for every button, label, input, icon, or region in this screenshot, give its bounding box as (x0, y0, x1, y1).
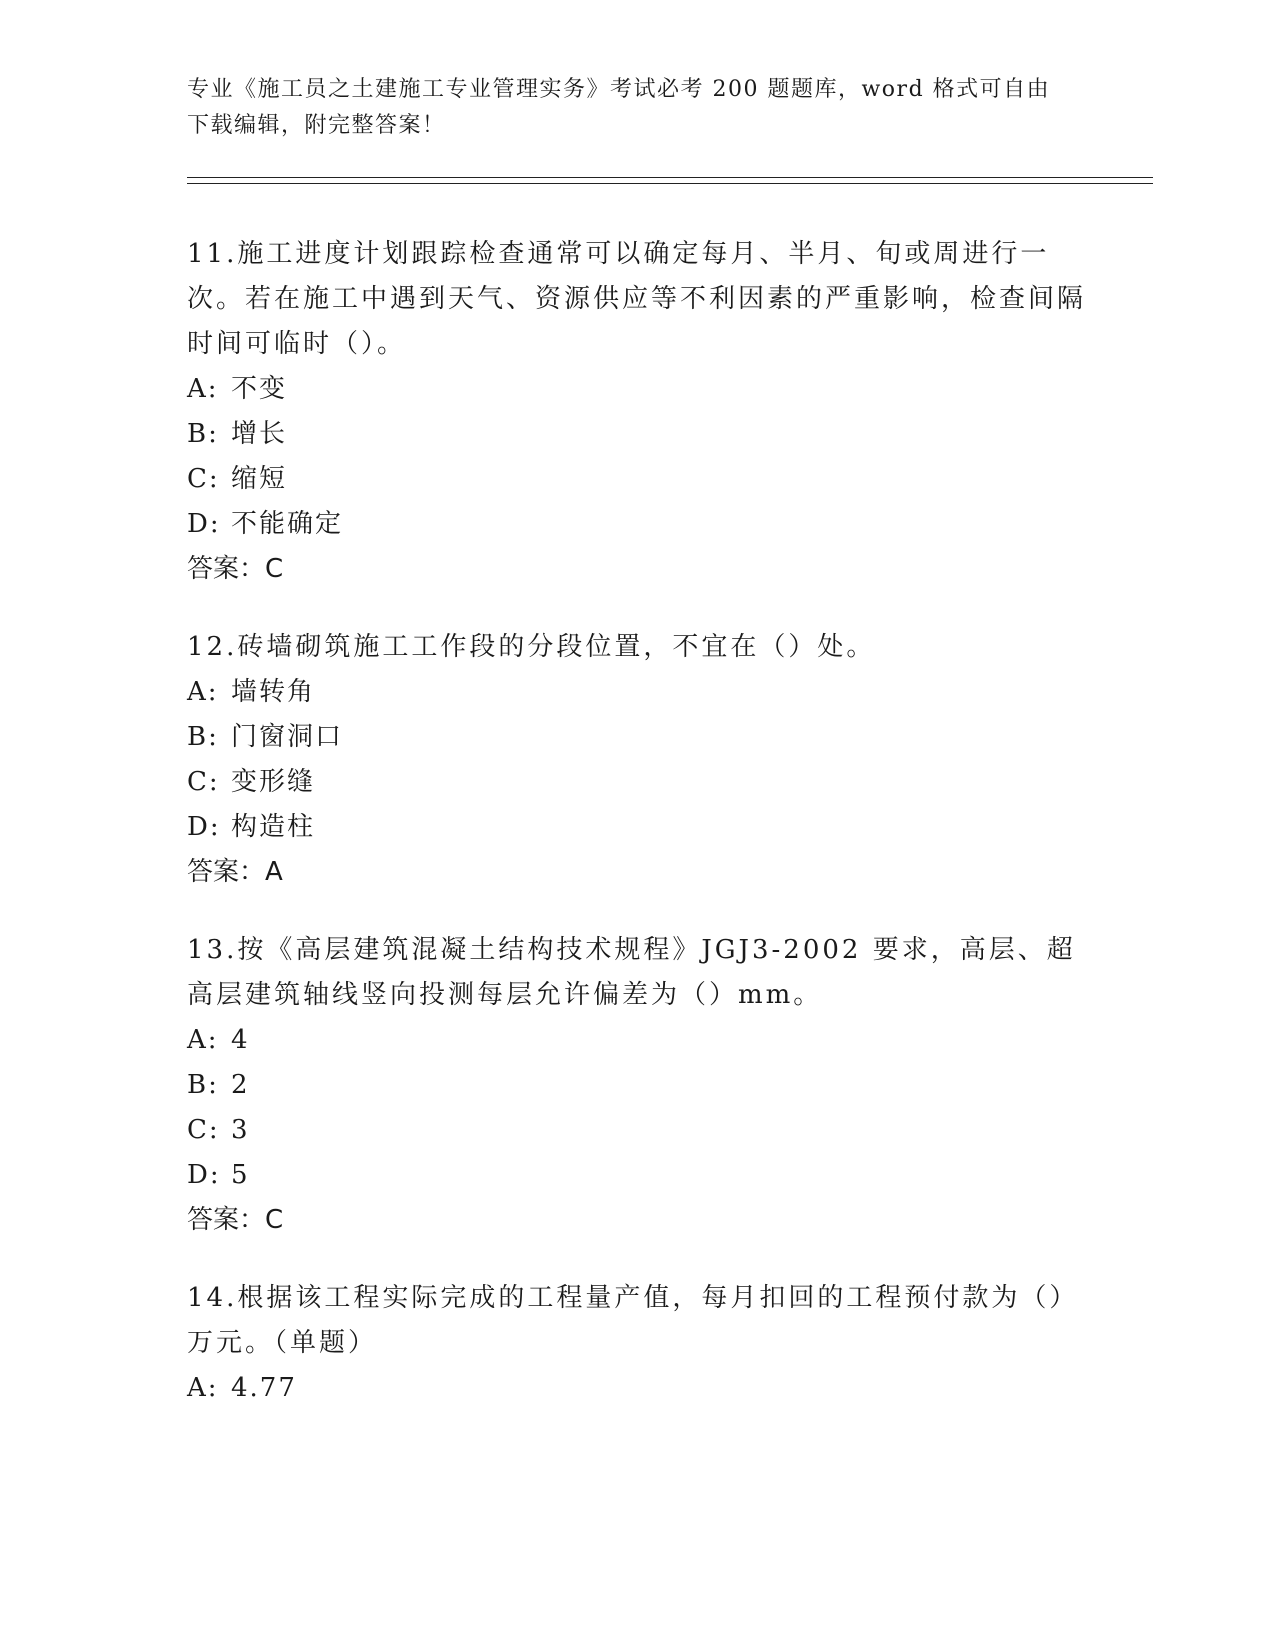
question-list (187, 232, 1087, 1444)
option-text: 变形缝 (231, 767, 316, 797)
header-line-1: 专业《施工员之土建施工专业管理实务》考试必考 200 题题库，word 格式可自由 (187, 77, 1051, 102)
option-text: 墙转角 (231, 677, 316, 707)
option-key: C: (187, 767, 220, 797)
answer-line (187, 547, 1087, 592)
option-b (187, 715, 1087, 760)
option-d (187, 502, 1087, 547)
answer-value: C (265, 1205, 284, 1235)
header-line-2: 下载编辑，附完整答案！ (187, 113, 446, 138)
option-a (187, 367, 1087, 412)
answer-label: 答案： (187, 857, 266, 887)
answer-line (187, 1198, 1087, 1243)
option-key: A: (187, 374, 219, 404)
option-a (187, 670, 1087, 715)
option-c (187, 457, 1087, 502)
option-key: B: (187, 1070, 219, 1100)
option-a (187, 1366, 1087, 1411)
option-key: D: (187, 1160, 221, 1190)
option-key: B: (187, 722, 219, 752)
question-12 (187, 625, 1087, 895)
option-b (187, 1063, 1087, 1108)
option-key: A: (187, 677, 219, 707)
header-divider-bottom (187, 183, 1153, 184)
answer-label: 答案： (187, 1205, 266, 1235)
option-text: 4 (231, 1025, 250, 1055)
option-text: 不能确定 (231, 509, 344, 539)
option-text: 构造柱 (231, 812, 316, 842)
option-text: 不变 (231, 374, 288, 404)
option-text: 4.77 (231, 1373, 297, 1403)
option-key: D: (187, 812, 221, 842)
option-b (187, 412, 1087, 457)
option-c (187, 1108, 1087, 1153)
option-text: 缩短 (231, 464, 288, 494)
option-c (187, 760, 1087, 805)
option-a (187, 1018, 1087, 1063)
option-d (187, 1153, 1087, 1198)
document-header (187, 72, 1067, 144)
question-14 (187, 1276, 1087, 1411)
question-stem: 11.施工进度计划跟踪检查通常可以确定每月、半月、旬或周进行一次。若在施工中遇到天气、资源供应等不利因素的严重影响，检查间隔时间可临时（）。 (187, 239, 1087, 359)
question-11 (187, 232, 1087, 592)
option-key: C: (187, 464, 220, 494)
answer-value: C (265, 554, 284, 584)
question-stem: 14.根据该工程实际完成的工程量产值，每月扣回的工程预付款为（）万元。（单题） (187, 1283, 1079, 1358)
option-text: 5 (231, 1160, 250, 1190)
question-stem: 13.按《高层建筑混凝土结构技术规程》JGJ3-2002 要求，高层、超高层建筑轴线竖向投测每层允许偏差为（）mm。 (187, 935, 1076, 1010)
answer-value: A (265, 857, 283, 887)
option-key: A: (187, 1373, 219, 1403)
option-text: 3 (231, 1115, 250, 1145)
option-text: 门窗洞口 (231, 722, 344, 752)
answer-line (187, 850, 1087, 895)
option-key: A: (187, 1025, 219, 1055)
header-divider-top (187, 177, 1153, 178)
option-key: D: (187, 509, 221, 539)
option-d (187, 805, 1087, 850)
question-13 (187, 928, 1087, 1243)
question-stem: 12.砖墙砌筑施工工作段的分段位置，不宜在（）处。 (187, 632, 876, 662)
option-key: B: (187, 419, 219, 449)
option-text: 增长 (231, 419, 288, 449)
option-key: C: (187, 1115, 220, 1145)
option-text: 2 (231, 1070, 250, 1100)
answer-label: 答案： (187, 554, 266, 584)
